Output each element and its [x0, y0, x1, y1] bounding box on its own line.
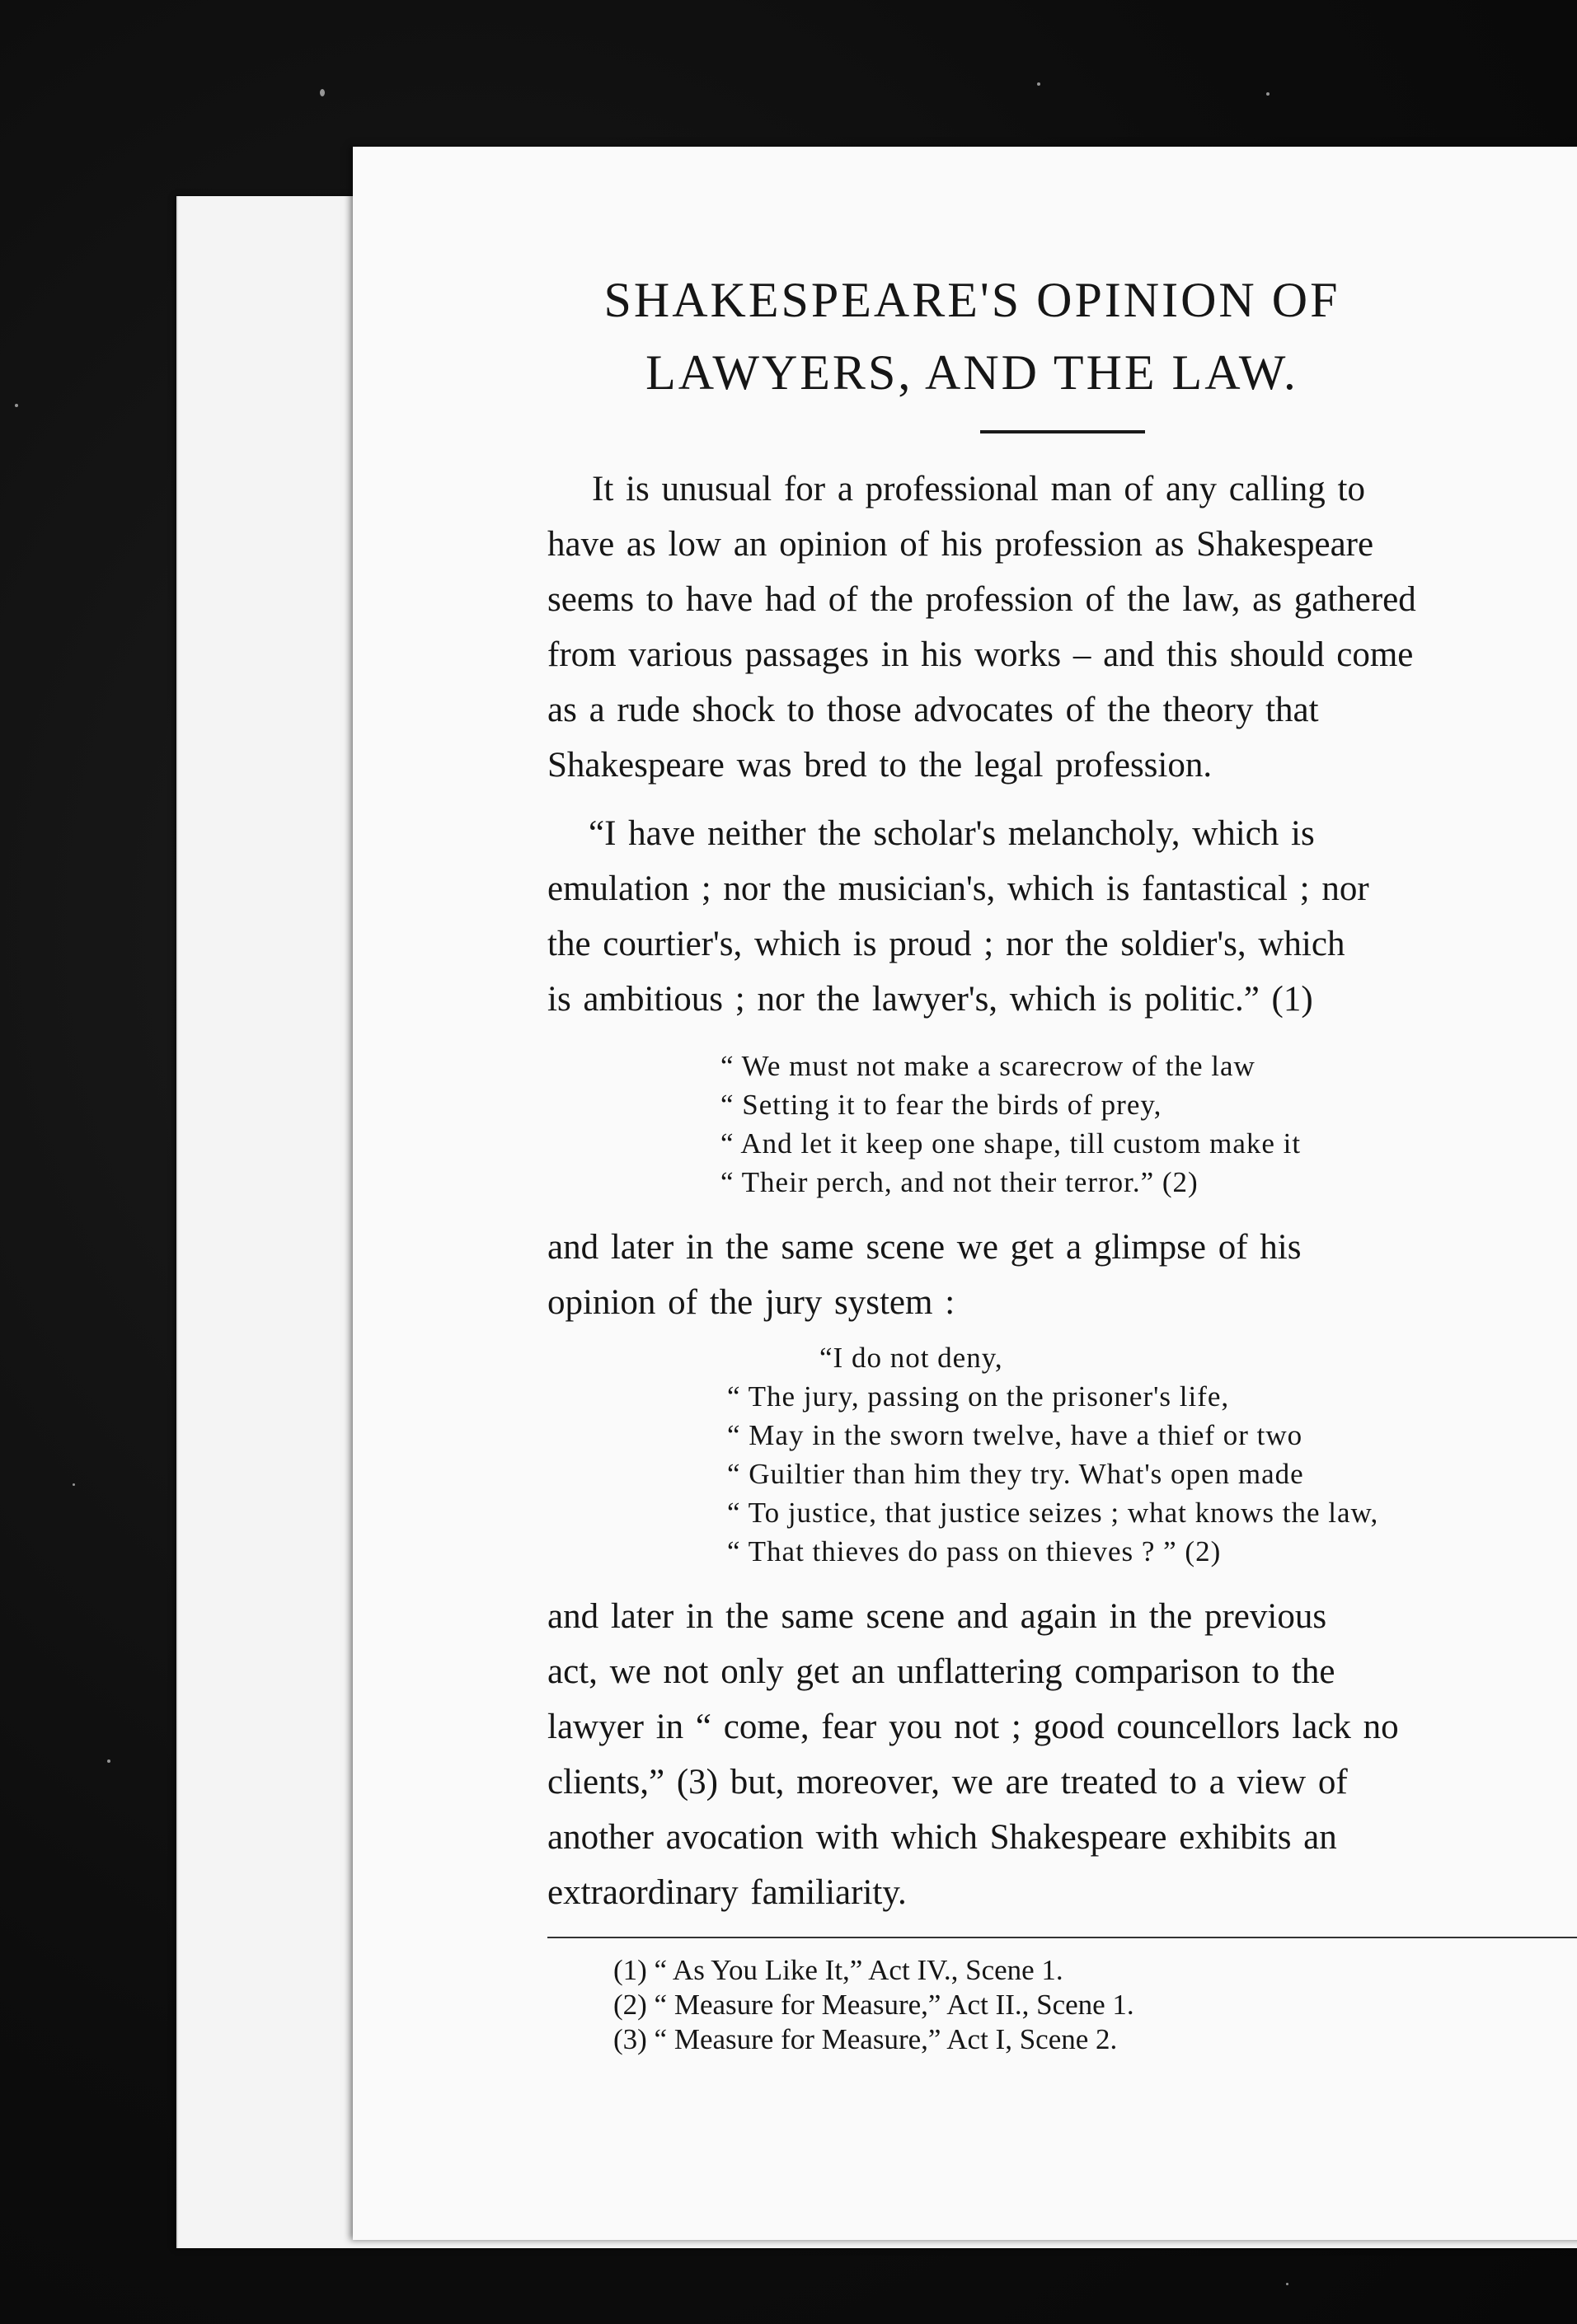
dust-speck — [73, 1483, 75, 1486]
verse-quote-2 — [727, 1338, 1577, 1571]
verse-line: “I do not deny, — [819, 1342, 1003, 1374]
text-line: act, we not only get an unflattering comparison to the — [547, 1652, 1335, 1691]
dust-speck — [15, 404, 18, 407]
paragraph-4 — [547, 1589, 1577, 1920]
verse-line: “ May in the sworn twelve, have a thief or two — [727, 1419, 1303, 1451]
text-line: “I have neither the scholar's melancholy, which is — [589, 814, 1315, 853]
text-line: another avocation with which Shakespeare exhibits an — [547, 1818, 1337, 1857]
text-line: the courtier's, which is proud ; nor the soldier's, which — [547, 925, 1345, 963]
dust-speck — [1286, 2283, 1288, 2285]
dust-speck — [320, 89, 325, 96]
text-line: lawyer in “ come, fear you not ; good councellors lack no — [547, 1708, 1399, 1746]
dust-speck — [107, 1759, 110, 1763]
verse-quote-1 — [720, 1047, 1577, 1202]
verse-line: “ The jury, passing on the prisoner's life, — [727, 1380, 1230, 1413]
paragraph-2 — [547, 806, 1577, 1027]
text-line: Shakespeare was bred to the legal profession. — [547, 746, 1213, 785]
paragraph-1 — [547, 462, 1577, 793]
dust-speck — [1266, 92, 1270, 96]
footnote: (2) “ Measure for Measure,” Act II., Scene 1. — [613, 1989, 1134, 2021]
verse-line: “ We must not make a scarecrow of the law — [720, 1050, 1255, 1082]
text-line: clients,” (3) but, moreover, we are treated to a view of — [547, 1763, 1348, 1802]
footnote-rule — [547, 1937, 1577, 1938]
footnotes — [613, 1953, 1577, 2057]
footnote: (1) “ As You Like It,” Act IV., Scene 1. — [613, 1954, 1063, 1986]
verse-line: “ Their perch, and not their terror.” (2) — [720, 1166, 1199, 1198]
footnote: (3) “ Measure for Measure,” Act I, Scene 2. — [613, 2023, 1118, 2055]
title-rule — [980, 430, 1145, 433]
text-line: from various passages in his works – and this should come — [547, 635, 1414, 674]
text-line: It is unusual for a professional man of any calling to — [592, 470, 1366, 508]
dust-speck — [1037, 82, 1040, 86]
verse-line: “ That thieves do pass on thieves ? ” (2) — [727, 1535, 1222, 1567]
text-line: extraordinary familiarity. — [547, 1873, 907, 1912]
text-line: as a rude shock to those advocates of the theory that — [547, 691, 1319, 729]
text-line: seems to have had of the profession of the law, as gathered — [547, 580, 1416, 619]
verse-line: “ To justice, that justice seizes ; what knows the law, — [727, 1497, 1379, 1529]
text-line: opinion of the jury system : — [547, 1283, 955, 1322]
article-title — [547, 264, 1396, 409]
title-line: LAWYERS, AND THE LAW. — [645, 345, 1298, 400]
text-line: is ambitious ; nor the lawyer's, which is politic.” (1) — [547, 980, 1313, 1019]
paragraph-3 — [547, 1220, 1577, 1330]
article — [547, 264, 1577, 2057]
text-line: and later in the same scene we get a glimpse of his — [547, 1228, 1302, 1267]
text-line: and later in the same scene and again in the previous — [547, 1597, 1327, 1636]
verse-line: “ Setting it to fear the birds of prey, — [720, 1089, 1162, 1121]
verse-line: “ Guiltier than him they try. What's open made — [727, 1458, 1304, 1490]
title-line: SHAKESPEARE'S OPINION OF — [603, 273, 1340, 327]
text-line: have as low an opinion of his profession as Shakespeare — [547, 525, 1374, 564]
text-line: emulation ; nor the musician's, which is fantastical ; nor — [547, 869, 1369, 908]
verse-line: “ And let it keep one shape, till custom make it — [720, 1127, 1302, 1160]
